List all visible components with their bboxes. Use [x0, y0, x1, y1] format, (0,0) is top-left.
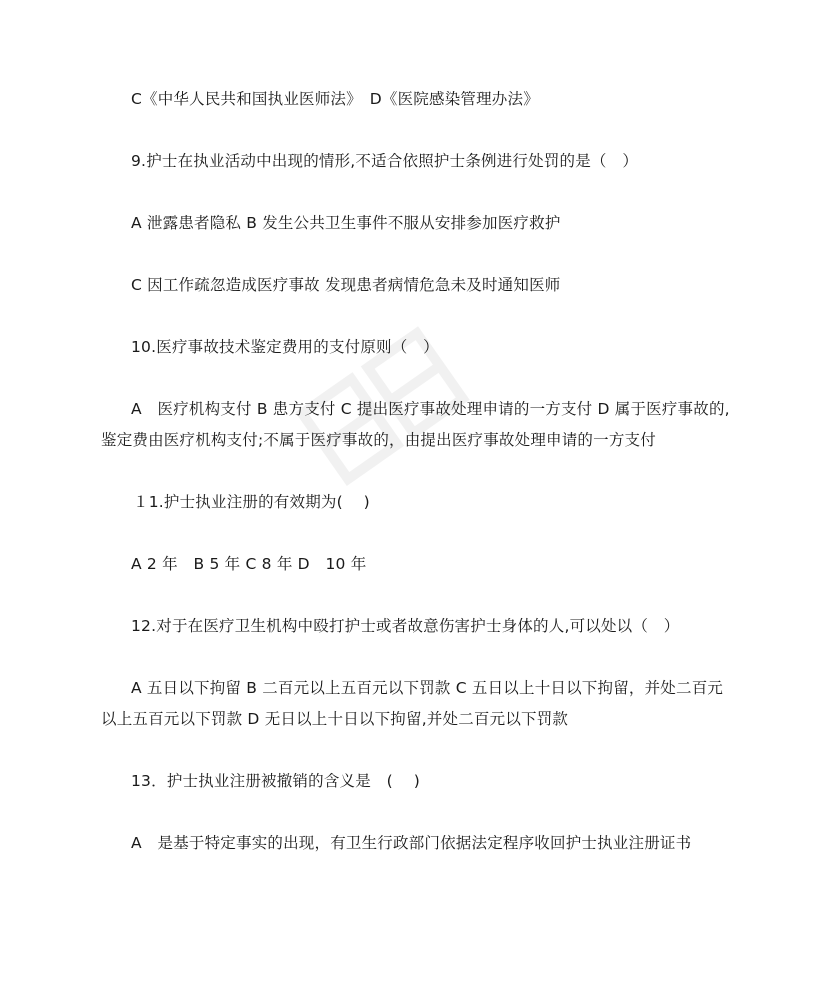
option-line-q11: A 2 年 B 5 年 C 8 年 D 10 年: [131, 555, 367, 573]
option-line-q13-a: A 是基于特定事实的出现，有卫生行政部门依据法定程序收回护士执业注册证书: [131, 834, 692, 852]
option-line-q9-ab: A 泄露患者隐私 B 发生公共卫生事件不服从安排参加医疗救护: [131, 214, 561, 232]
question-9: 9.护士在执业活动中出现的情形,不适合依照护士条例进行处罚的是（ ）: [131, 152, 639, 170]
option-line-q10-first: A 医疗机构支付 B 患方支付 C 提出医疗事故处理申请的一方支付 D 属于医疗事故的,: [131, 400, 730, 418]
question-12: 12.对于在医疗卫生机构中殴打护士或者故意伤害护士身体的人,可以处以（ ）: [131, 617, 680, 635]
option-line-q12-second: 以上五百元以下罚款 D 无日以上十日以下拘留,并处二百元以下罚款: [101, 710, 569, 728]
question-13: 13．护士执业注册被撤销的含义是 ( ): [131, 772, 420, 790]
option-line-q8-cd: C《中华人民共和国执业医师法》 D《医院感染管理办法》: [131, 90, 539, 108]
option-line-q12-first: A 五日以下拘留 B 二百元以上五百元以下罚款 C 五日以上十日以下拘留，并处二百元: [131, 679, 724, 697]
option-line-q10-second: 鉴定费由医疗机构支付;不属于医疗事故的，由提出医疗事故处理申请的一方支付: [101, 431, 656, 449]
option-line-q9-cd: C 因工作疏忽造成医疗事故 发现患者病情危急未及时通知医师: [131, 276, 561, 294]
question-11: １1.护士执业注册的有效期为( ): [133, 493, 370, 511]
question-10: 10.医疗事故技术鉴定费用的支付原则（ ）: [131, 338, 439, 356]
